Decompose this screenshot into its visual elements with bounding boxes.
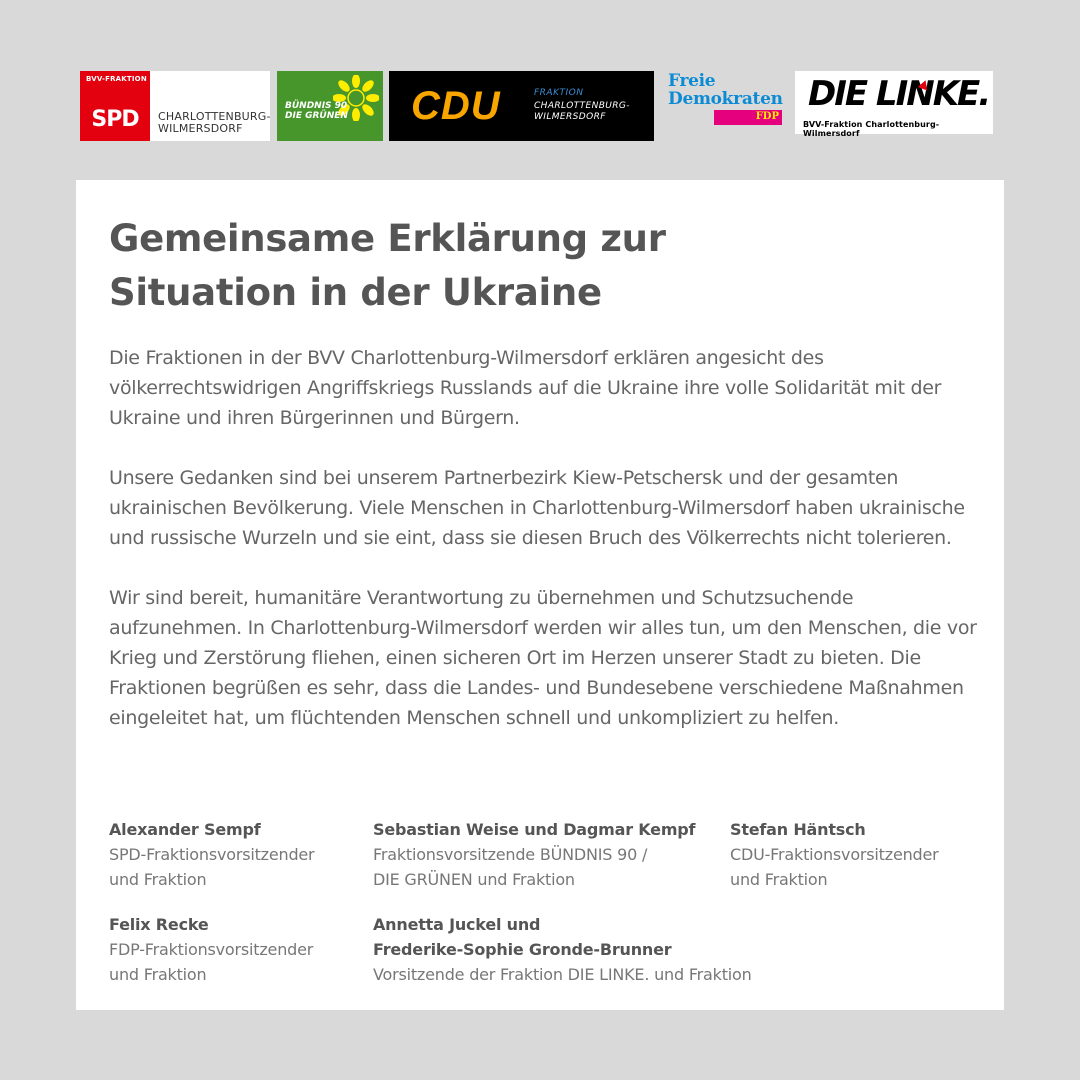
spd-district-line2: WILMERSDORF bbox=[158, 122, 243, 135]
signatory-name: Alexander Sempf bbox=[109, 820, 261, 839]
paragraph-3: Wir sind bereit, humanitäre Verantwortung zu übernehmen und Schutzsuchende aufzunehmen. In Charlottenburg-Wilmersdorf werden wir alles tun, um den Menschen, die vor Krieg und Zerstörung fliehen, einen sicheren Ort im Herzen unserer Stadt zu bieten. Die Fraktionen begrüßen es sehr, dass die Landes- und Bundesebene verschiedene Maßnahmen eingeleitet hat, um flüchtenden Menschen schnell und unkompliziert zu helfen. bbox=[109, 587, 977, 729]
spd-fraktion-label: BVV-FRAKTION bbox=[86, 75, 147, 83]
cdu-wordmark: CDU bbox=[411, 84, 501, 128]
cdu-district bbox=[534, 101, 630, 123]
fdp-line2: Demokraten bbox=[668, 89, 783, 109]
linke-logo bbox=[795, 71, 993, 138]
signatory-name: Felix Recke bbox=[109, 915, 209, 934]
paragraph-2: Unsere Gedanken sind bei unserem Partnerbezirk Kiew-Petschersk und der gesamten ukrainischen Bevölkerung. Viele Menschen in Charlottenburg-Wilmersdorf haben ukrainische und russische Wurzeln und sie eint, dass sie diesen Bruch des Völkerrechts nicht tolerieren. bbox=[109, 467, 965, 549]
signatory-role: CDU-Fraktionsvorsitzender bbox=[730, 845, 939, 864]
signatory-name: Sebastian Weise und Dagmar Kempf bbox=[373, 820, 696, 839]
signatory-juckel-gronde-brunner bbox=[373, 912, 752, 987]
fdp-logo bbox=[666, 72, 784, 130]
paragraph-1: Die Fraktionen in der BVV Charlottenburg-Wilmersdorf erklären angesicht des völkerrechtswidrigen Angriffskriegs Russlands auf die Ukraine ihre volle Solidarität mit der Ukraine und ihren Bürgerinnen und Bürgern. bbox=[109, 347, 942, 429]
signatory-role: und Fraktion bbox=[109, 965, 207, 984]
gruene-wordmark bbox=[285, 101, 348, 121]
fdp-magenta-bar bbox=[714, 110, 782, 125]
linke-wordmark: DIE LINKE. bbox=[808, 74, 990, 114]
spd-logo bbox=[80, 71, 270, 141]
gruene-line1: BÜNDNIS 90 bbox=[285, 101, 348, 111]
signatory-role: Vorsitzende der Fraktion DIE LINKE. und Fraktion bbox=[373, 965, 752, 984]
signatory-name: Frederike-Sophie Gronde-Brunner bbox=[373, 940, 672, 959]
gruene-logo bbox=[277, 71, 383, 141]
title-line1: Gemeinsame Erklärung zur bbox=[109, 217, 666, 260]
signatory-name: Stefan Häntsch bbox=[730, 820, 866, 839]
signatory-recke bbox=[109, 912, 313, 987]
signatory-weise-kempf bbox=[373, 817, 695, 892]
fdp-mark: FDP bbox=[755, 111, 779, 122]
fdp-line1: Freie bbox=[668, 71, 716, 91]
cdu-district-line2: WILMERSDORF bbox=[534, 112, 606, 122]
cdu-fraktion-label: FRAKTION bbox=[534, 88, 584, 98]
cdu-district-line1: CHARLOTTENBURG- bbox=[534, 101, 630, 111]
signatory-role: SPD-Fraktionsvorsitzender bbox=[109, 845, 315, 864]
signatory-sempf bbox=[109, 817, 314, 892]
signatory-role: Fraktionsvorsitzende BÜNDNIS 90 / bbox=[373, 845, 648, 864]
statement-body bbox=[109, 343, 979, 733]
spd-wordmark: SPD bbox=[91, 107, 139, 132]
signatory-role: DIE GRÜNEN und Fraktion bbox=[373, 870, 575, 889]
title-line2: Situation in der Ukraine bbox=[109, 271, 602, 314]
signatory-role: und Fraktion bbox=[109, 870, 207, 889]
signatory-name: Annetta Juckel und bbox=[373, 915, 541, 934]
spd-red-block bbox=[80, 71, 150, 141]
signatory-haentsch bbox=[730, 817, 939, 892]
linke-subtitle: BVV-Fraktion Charlottenburg-Wilmersdorf bbox=[803, 120, 940, 138]
signatory-role: FDP-Fraktionsvorsitzender bbox=[109, 940, 314, 959]
signatory-role: und Fraktion bbox=[730, 870, 828, 889]
cdu-logo bbox=[389, 71, 654, 141]
gruene-line2: DIE GRÜNEN bbox=[285, 111, 348, 121]
spd-district-line1: CHARLOTTENBURG- bbox=[158, 110, 271, 123]
statement-card bbox=[76, 180, 1004, 1010]
spd-district bbox=[158, 111, 271, 135]
fdp-wordmark bbox=[668, 72, 783, 108]
statement-title bbox=[109, 212, 989, 320]
